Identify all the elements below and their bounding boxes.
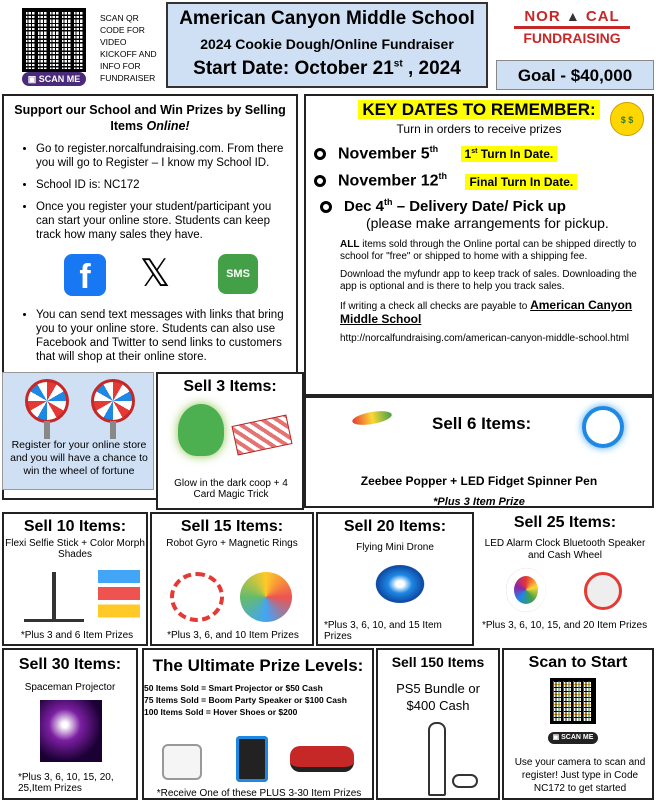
wheel-stand	[110, 421, 116, 439]
hover-shoes-icon	[290, 746, 354, 772]
cash-wheel-icon	[584, 572, 622, 610]
party-speaker-icon	[236, 736, 268, 782]
ps5-controller-icon	[452, 774, 478, 788]
prize-title: Sell 25 Items:	[513, 514, 617, 531]
bullet-circle-icon	[314, 175, 326, 187]
prize-desc: Flying Mini Drone	[356, 542, 434, 553]
prize-box-6	[304, 396, 654, 508]
color-shades-icon	[98, 570, 140, 622]
selfie-stick-icon	[24, 572, 84, 622]
ultimate-note: *Receive One of these PLUS 3-30 Item Prizes	[156, 788, 362, 799]
prize-desc: Zeebee Popper + LED Fidget Spinner Pen	[360, 474, 598, 488]
card-trick-icon	[231, 415, 292, 456]
prize-note-6: *Plus 3 Item Prize	[433, 496, 525, 508]
online-bullet: • Once you register your student/participant you can start your online store. Students can keep track how many sales they have.	[36, 200, 286, 242]
prize-title: Sell 150 Items	[391, 654, 485, 670]
prize-desc: Flexi Selfie Stick + Color Morph Shades	[5, 538, 145, 560]
prize-box-10	[2, 512, 148, 646]
prize-title: Sell 20 Items:	[343, 518, 447, 535]
smiley-icon: $ $	[610, 102, 644, 136]
spaceman-projector-icon	[40, 700, 102, 762]
goal-box: Goal - $40,000	[496, 60, 654, 90]
prize-note: *Plus 3, 6, and 10 Item Prizes	[167, 630, 299, 641]
phone-icon: ▣	[27, 74, 39, 84]
prize-desc: Glow in the dark coop + 4 Card Magic Trick	[174, 478, 288, 500]
smart-projector-icon	[162, 744, 202, 780]
school-name: American Canyon Middle School	[179, 8, 475, 29]
robot-gyro-icon	[170, 572, 224, 622]
ultimate-prize-box	[142, 648, 374, 800]
header-qr-code[interactable]	[22, 8, 86, 72]
online-heading: Support our School and Win Prizes by Selling Items Online!	[14, 103, 286, 133]
x-twitter-icon[interactable]: 𝕏	[139, 253, 171, 295]
online-bullet: • School ID is: NC172	[36, 178, 286, 192]
prize-wheel-icon	[25, 379, 69, 423]
fidget-spinner-pen-icon	[582, 406, 624, 448]
facebook-icon[interactable]: f	[64, 254, 106, 296]
prize-wheel-icon	[91, 379, 135, 423]
prize-box-20	[316, 512, 474, 646]
prize-title: Sell 3 Items:	[183, 378, 277, 395]
ultimate-level: 100 Items Sold = Hover Shoes or $200	[144, 707, 298, 717]
date-nov5: November 5th 1st Turn In Date.	[314, 144, 644, 163]
prize-note: *Plus 3, 6, 10, 15, 20, 25,Item Prizes	[18, 772, 114, 794]
prize-title: Sell 15 Items:	[180, 518, 284, 535]
prize-box-25	[476, 512, 654, 646]
scan-me-badge[interactable]: ▣ SCAN ME	[548, 732, 598, 744]
wheel-text: Register for your online store and you will have a chance to win the wheel of fortune	[10, 439, 148, 477]
date-dec4: Dec 4th – Delivery Date/ Pick up	[314, 197, 644, 215]
prize-note: *Plus 3, 6, 10, and 15 Item Prizes	[324, 620, 442, 642]
fundraiser-name: 2024 Cookie Dough/Online Fundraiser	[200, 36, 454, 52]
shipping-note: ALL items sold through the Online portal can be shipped directly to school for "free" or shipped to home with a shipping fee.	[340, 238, 637, 262]
wheel-stand	[44, 421, 50, 439]
alarm-clock-speaker-icon	[506, 568, 546, 612]
qr-caption: SCAN QR CODE FOR VIDEO KICKOFF AND INFO FOR FUNDRAISER	[100, 13, 157, 83]
scan-to-start-box	[502, 648, 654, 800]
ultimate-level: 75 Items Sold = Boom Party Speaker or $100 Cash	[144, 695, 347, 705]
check-note: If writing a check all checks are payable to American Canyon Middle School	[340, 297, 633, 326]
prize-note: *Plus 3, 6, 10, 15, and 20 Item Prizes	[482, 620, 648, 631]
prize-desc: LED Alarm Clock Bluetooth Speaker and Cash Wheel	[484, 538, 646, 561]
prize-box-150	[376, 648, 500, 800]
zeebee-popper-icon	[351, 409, 392, 428]
prize-desc: Robot Gyro + Magnetic Rings	[166, 538, 298, 549]
ultimate-title: The Ultimate Prize Levels:	[152, 656, 364, 675]
prize-note: *Plus 3 and 6 Item Prizes	[20, 630, 134, 641]
prize-title: Sell 10 Items:	[23, 518, 127, 535]
start-date: Start Date: October 21st , 2024	[193, 58, 461, 79]
key-dates-subtitle: Turn in orders to receive prizes	[396, 122, 562, 136]
ultimate-level: 50 Items Sold = Smart Projector or $50 Cash	[144, 683, 323, 693]
prize-desc: Spaceman Projector	[24, 682, 116, 693]
online-bullet: • Go to register.norcalfundraising.com. From there you will go to Register – I know my School ID.	[36, 142, 286, 170]
prize-title: Sell 30 Items:	[18, 656, 122, 673]
header-scan-me-badge[interactable]: ▣ SCAN ME	[22, 72, 86, 86]
norcal-logo: NOR ▲ CAL FUNDRAISING	[508, 8, 636, 56]
prize-box-15	[150, 512, 314, 646]
app-note: Download the myfundr app to keep track of sales. Downloading the app is optional and is there to help you track sales.	[340, 268, 637, 292]
wheel-of-fortune-box	[2, 372, 154, 490]
title-banner	[166, 2, 488, 88]
prize-title: Sell 6 Items:	[432, 414, 532, 433]
magnetic-rings-icon	[240, 572, 292, 622]
key-dates-title: KEY DATES TO REMEMBER:	[358, 100, 599, 119]
fundraiser-url[interactable]: http://norcalfundraising.com/american-canyon-middle-school.html	[340, 332, 630, 344]
prize-box-30	[2, 648, 138, 800]
date-nov12: November 12th Final Turn In Date.	[314, 171, 644, 190]
glow-coop-icon	[178, 404, 224, 456]
scan-title: Scan to Start	[528, 654, 628, 671]
bear-icon: ▲	[565, 8, 581, 24]
key-dates-box	[304, 94, 654, 396]
mini-drone-icon	[372, 562, 428, 606]
scan-text: Use your camera to scan and register! Just type in Code NC172 to get started	[514, 757, 646, 794]
bullet-circle-icon	[320, 201, 332, 213]
register-qr-code[interactable]	[550, 678, 596, 724]
date-dec4-note: (please make arrangements for pickup.	[366, 214, 609, 231]
online-bullet-last: • You can send text messages with links that bring you to your online store. Students can also use Facebook and Twitter to send links to customers that will shop at their online store.	[36, 308, 286, 364]
ps5-console-icon	[428, 722, 446, 796]
phone-icon: ▣	[552, 734, 562, 741]
prize-desc: PS5 Bundle or $400 Cash	[396, 681, 480, 713]
prize-box-3	[156, 372, 304, 510]
sms-icon[interactable]: SMS	[218, 254, 258, 294]
bullet-circle-icon	[314, 148, 326, 160]
